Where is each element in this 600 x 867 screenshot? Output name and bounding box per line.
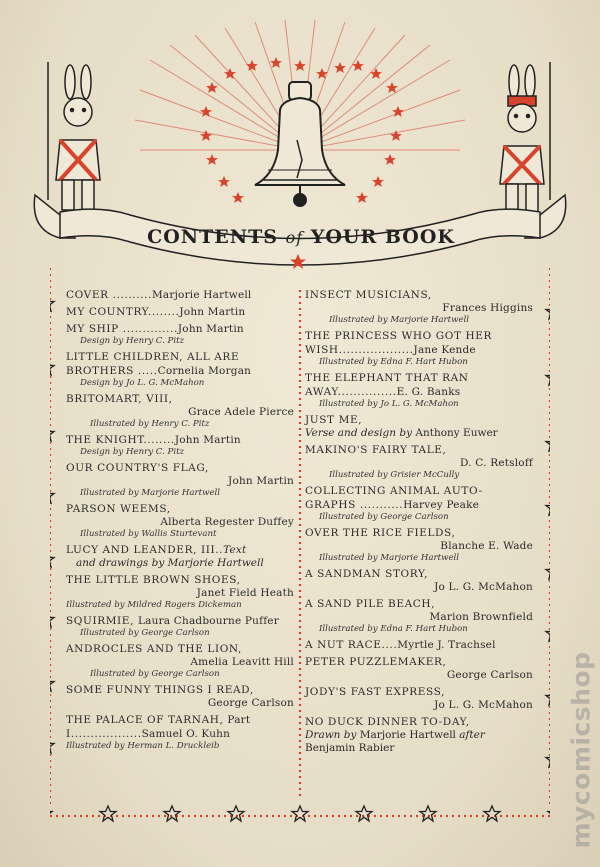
toc-entry: MY COUNTRY........John Martin xyxy=(66,306,246,318)
contents-left-column xyxy=(66,288,294,755)
bunny-soldier-icon xyxy=(48,62,100,210)
toc-entry: JUST ME, Verse and design by Anthony Euwer xyxy=(305,414,498,439)
toc-entry: SOME FUNNY THINGS I READ, George Carlson xyxy=(66,684,294,709)
toc-entry: MY SHIP ..............John Martin Design by Henry C. Pitz xyxy=(66,323,244,346)
toc-entry: INSECT MUSICIANS, Frances Higgins Illustrated by Marjorie Hartwell xyxy=(305,289,533,325)
toc-entry: THE KNIGHT........John Martin Design by Henry C. Pitz xyxy=(66,434,241,457)
toc-entry: OUR COUNTRY'S FLAG, John Martin Illustrated by Marjorie Hartwell xyxy=(66,462,294,498)
star-icon xyxy=(206,82,218,93)
toc-entry: A SANDMAN STORY, Jo L. G. McMahon xyxy=(305,568,533,593)
toc-entry: A NUT RACE....Myrtle J. Trachsel xyxy=(305,639,496,651)
toc-entry: THE PALACE OF TARNAH, Part I..................Samuel O. Kuhn Illustrated by Herman L. Druckleib xyxy=(66,714,251,751)
watermark: mycomicshop xyxy=(566,651,596,849)
toc-entry: THE ELEPHANT THAT RAN AWAY...............E. G. Banks Illustrated by Jo L. G. McMahon xyxy=(305,372,469,409)
toc-entry: PETER PUZZLEMAKER, George Carlson xyxy=(305,656,533,681)
contents-right-column xyxy=(305,288,533,758)
toc-entry: LITTLE CHILDREN, ALL ARE BROTHERS .....Cornelia Morgan Design by Jo L. G. McMahon xyxy=(66,351,252,388)
toc-entry: SQUIRMIE, Laura Chadbourne Puffer Illustrated by George Carlson xyxy=(66,615,279,638)
toc-entry: OVER THE RICE FIELDS, Blanche E. Wade Illustrated by Marjorie Hartwell xyxy=(305,527,533,563)
toc-entry: COLLECTING ANIMAL AUTO- GRAPHS ...........Harvey Peake Illustrated by George Carlson xyxy=(305,485,483,522)
toc-entry: THE LITTLE BROWN SHOES, Janet Field Heath Illustrated by Mildred Rogers Dickeman xyxy=(66,574,294,610)
toc-entry: ANDROCLES AND THE LION, Amelia Leavitt Hill Illustrated by George Carlson xyxy=(66,643,294,679)
toc-entry: THE PRINCESS WHO GOT HER WISH...................Jane Kende Illustrated by Edna F. Hart Hubon xyxy=(305,330,493,367)
toc-entry: MAKINO'S FAIRY TALE, D. C. Retsloff Illustrated by Grisier McCully xyxy=(305,444,533,480)
bunny-soldier-icon xyxy=(500,62,550,212)
toc-entry: COVER ..........Marjorie Hartwell xyxy=(66,289,252,301)
toc-entry: NO DUCK DINNER TO-DAY, Drawn by Marjorie Hartwell after Benjamin Rabier xyxy=(305,716,485,754)
toc-entry: LUCY AND LEANDER, III..Text and drawings by Marjorie Hartwell xyxy=(66,544,264,569)
toc-entry: A SAND PILE BEACH, Marion Brownfield Illustrated by Edna F. Hart Hubon xyxy=(305,598,533,634)
page-title: CONTENTS of YOUR BOOK xyxy=(147,226,455,248)
toc-entry: BRITOMART, VIII, Grace Adele Pierce Illustrated by Henry C. Pitz xyxy=(66,393,294,429)
toc-entry: PARSON WEEMS, Alberta Regester Duffey Illustrated by Wallis Sturtevant xyxy=(66,503,294,539)
toc-entry: JODY'S FAST EXPRESS, Jo L. G. McMahon xyxy=(305,686,533,711)
